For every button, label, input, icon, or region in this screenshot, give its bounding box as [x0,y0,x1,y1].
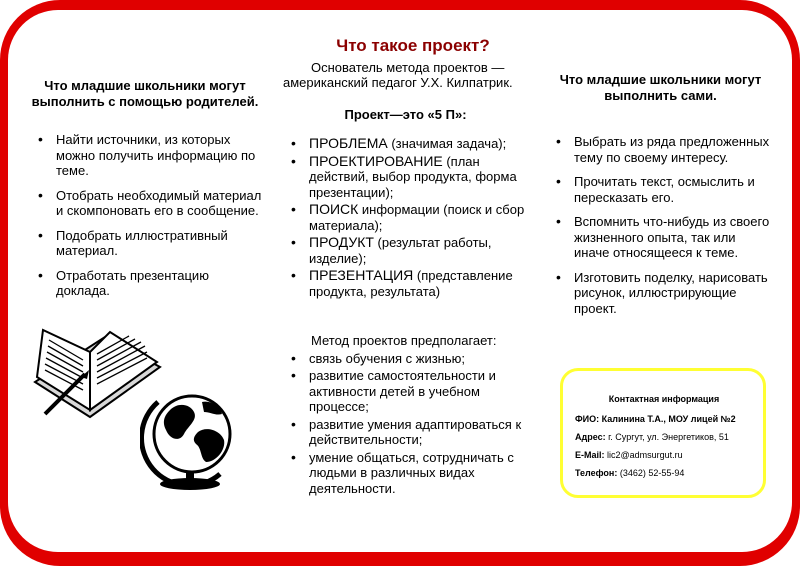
contact-address [575,431,753,443]
fio-label: ФИО: [575,414,600,424]
list-item: • Подобрать иллюстративный материал. [30,228,265,259]
item-term: ПРОЕКТИРОВАНИЕ [309,152,443,169]
item-term: ПРОБЛЕМА [309,135,388,151]
method-list [283,351,528,497]
left-column [30,78,265,308]
item-term: ПРЕЗЕНТАЦИЯ [309,267,414,283]
list-item: • Найти источники, из которых можно получить информацию по теме. [30,132,265,179]
contact-box [560,368,766,498]
method-title: Метод проектов предполагает: [311,333,497,348]
list-item: • Вспомнить что-нибудь из своего жизненного опыта, так или иначе относящееся к теме. [548,214,773,261]
middle-column [283,38,528,498]
contact-title: Контактная информация [608,394,720,404]
phone-value: (3462) 52-55-94 [617,468,685,478]
contact-email [575,449,753,461]
list-item: • развитие самостоятельности и активности детей в учебном процессе; [283,368,528,415]
item-desc: (результат работы, изделие); [309,235,492,266]
address-label: Адрес: [575,432,606,442]
globe-icon [140,382,250,492]
list-item: • умение общаться, сотрудничать с людьми в различных видах деятельности. [283,450,528,497]
item-desc: (план действий, выбор продукта, форма презентации); [309,153,517,200]
address-value: г. Сургут, ул. Энергетиков, 51 [605,432,729,442]
item-desc: информации (поиск и сбор материала); [309,202,525,233]
email-label: E-Mail: [575,450,605,460]
list-item [283,235,528,266]
email-link[interactable]: lic2@admsurgut.ru [604,450,683,460]
fio-value: Калинина Т.А., МОУ лицей №2 [599,414,736,424]
page-title: Что такое проект? [336,36,490,55]
list-item: • Отработать презентацию доклада. [30,268,265,299]
contact-phone [575,467,753,479]
left-heading: Что младшие школьники могут выполнить с помощью родителей. [31,78,259,109]
list-item: • связь обучения с жизнью; [283,351,528,367]
list-item [283,154,528,201]
item-desc: (значимая задача); [387,136,507,151]
list-item [283,202,528,233]
list-item [283,268,528,299]
right-heading: Что младшие школьники могут выполнить сами. [559,72,762,103]
item-term: ПОИСК [309,201,359,217]
list-item: • Изготовить поделку, нарисовать рисунок, иллюстрирующие проект. [548,270,773,317]
list-item [283,136,528,152]
list-item: • развитие умения адаптироваться к действительности; [283,417,528,448]
left-list [30,132,265,299]
intro-text: Основатель метода проектов — американский педагог У.Х. Килпатрик. [283,59,513,90]
five-p-list [283,136,528,299]
right-list [548,134,773,316]
list-item: • Отобрать необходимый материал и скомпоновать его в сообщение. [30,188,265,219]
contact-fio [575,413,753,425]
list-item: • Прочитать текст, осмыслить и пересказать его. [548,174,773,205]
five-p-title: Проект—это «5 П»: [344,106,467,122]
item-desc: (представление продукта, результата) [309,268,513,299]
phone-label: Телефон: [575,468,618,478]
list-item: • Выбрать из ряда предложенных тему по своему интересу. [548,134,773,165]
item-term: ПРОДУКТ [309,234,374,250]
right-column [548,72,773,325]
